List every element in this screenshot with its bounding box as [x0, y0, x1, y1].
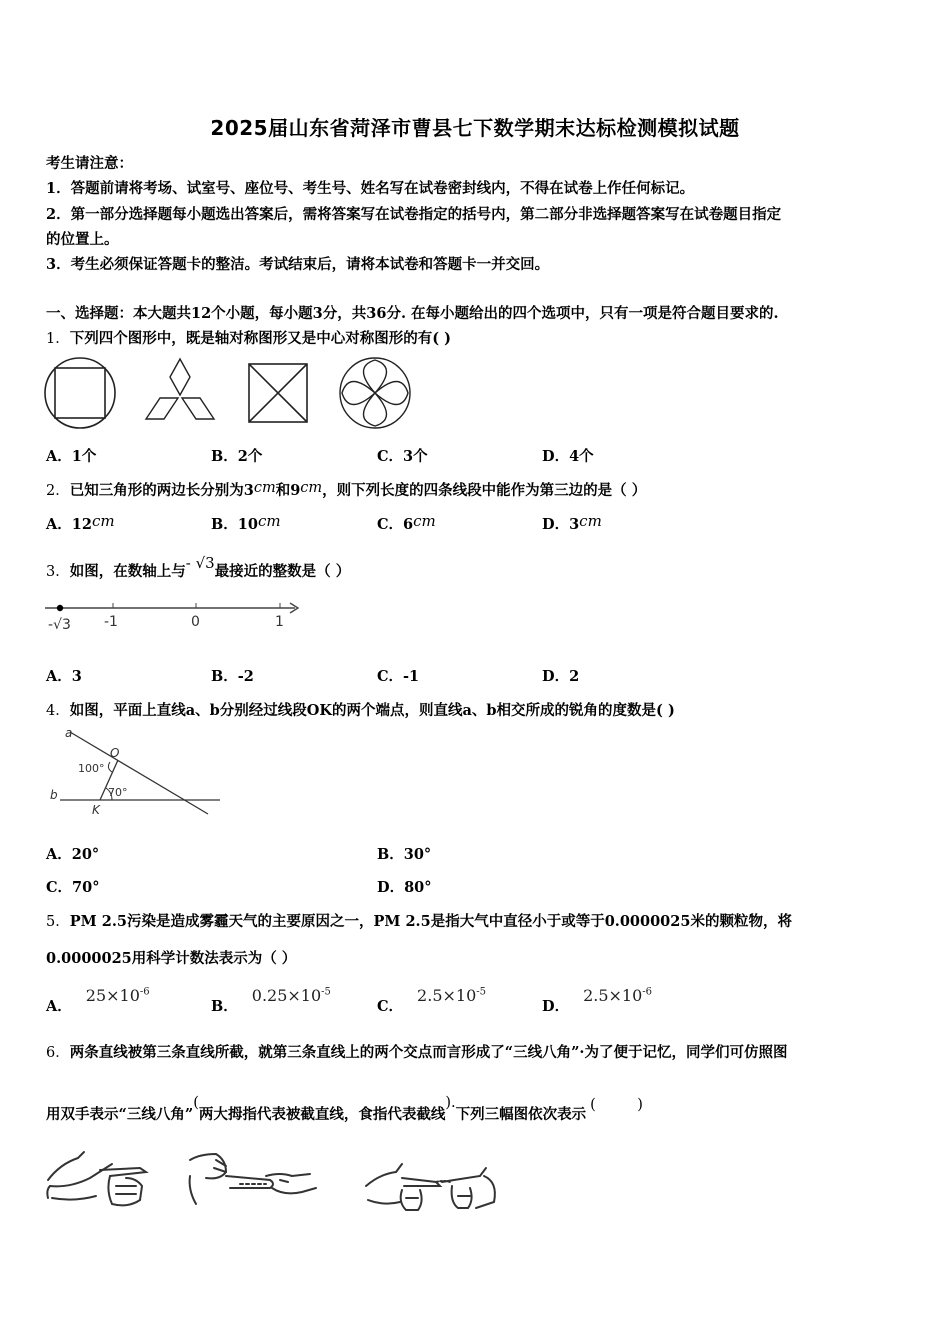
unit-cm: cm: [91, 512, 115, 530]
hands-figure-2: [190, 1154, 316, 1204]
question-number: 2．: [46, 483, 70, 499]
hands-figure-3: [366, 1164, 495, 1210]
q5-option-c[interactable]: [377, 986, 487, 1016]
question-text: 和9: [275, 482, 301, 499]
q5-option-d[interactable]: [542, 986, 653, 1016]
question-number: 3．: [46, 564, 70, 580]
q4-figure: [40, 722, 230, 822]
angle-arc-o: [108, 762, 112, 772]
notice-item-1: 1．答题前请将考场、试室号、座位号、考生号、姓名写在试卷密封线内，不得在试卷上作任何标记。: [46, 180, 695, 197]
q1-option-b[interactable]: B．2个: [211, 448, 263, 465]
q4-option-c[interactable]: C．70°: [46, 879, 100, 896]
q2-option-c[interactable]: [377, 513, 436, 534]
unit-cm: cm: [413, 512, 436, 530]
q5-option-a[interactable]: [46, 986, 150, 1016]
sci-notation: $0.25\times 10^{-5}$: [251, 986, 331, 1005]
question-text: 如图，平面上直线a、b分别经过线段OK的两个端点，则直线a、b相交所成的锐角的度数是( ): [69, 702, 675, 719]
number-line: [40, 596, 310, 638]
notice-item-2: 2．第一部分选择题每小题选出答案后，需将答案写在试卷指定的括号内，第二部分非选择题答案写在试卷题目指定: [46, 206, 782, 223]
label-b: b: [50, 788, 58, 802]
question-text: 下列三幅图依次表示: [455, 1106, 587, 1123]
question-1: [46, 327, 451, 348]
question-6-cont: 用双手表示“三线八角”(两大拇指代表被截直线，食指代表截线).下列三幅图依次表示( ): [46, 1095, 643, 1123]
sci-notation: $25\times 10^{-6}$: [85, 986, 150, 1005]
option-label: C．: [377, 998, 404, 1015]
notice-item-3: 3．考生必须保证答题卡的整洁。考试结束后，请将本试卷和答题卡一并交回。: [46, 256, 550, 273]
q2-option-d[interactable]: [542, 513, 602, 534]
sci-notation: $2.5\times 10^{-6}$: [583, 986, 653, 1005]
question-text: 已知三角形的两边长分别为3: [69, 482, 254, 499]
question-number: 1．: [46, 331, 70, 347]
q2-option-a[interactable]: [46, 513, 115, 534]
q2-option-b[interactable]: [211, 513, 281, 534]
point-neg-sqrt3: [57, 605, 63, 611]
q4-option-a[interactable]: A．20°: [46, 846, 100, 863]
q3-option-a[interactable]: A．3: [46, 668, 82, 685]
question-text: 最接近的整数是（ ）: [214, 563, 351, 580]
three-rhombus-figure: [146, 359, 214, 419]
circle-petals-figure: [340, 358, 410, 428]
question-text: ，则下列长度的四条线段中能作为第三边的是（ ）: [322, 482, 647, 499]
sci-notation: $2.5\times 10^{-5}$: [417, 986, 487, 1005]
question-4: [46, 699, 675, 720]
question-text: 下列四个图形中，既是轴对称图形又是中心对称图形的有( ): [69, 330, 452, 347]
option-label: B．10: [211, 516, 258, 533]
question-text: 如图，在数轴上与: [69, 563, 186, 580]
hands-figure-1: [47, 1152, 146, 1205]
notice-item-2-cont: 的位置上。: [46, 231, 119, 248]
question-5-cont: 0.0000025用科学计数法表示为（ ）: [46, 950, 297, 967]
option-label: C．6: [377, 516, 414, 533]
q1-option-a[interactable]: A．1个: [46, 448, 97, 465]
question-text: 两条直线被第三条直线所截，就第三条直线上的两个交点而言形成了“三线八角”·为了便于记忆，同学们可仿照图: [69, 1044, 788, 1061]
notice-heading: 考生请注意：: [46, 155, 133, 172]
question-2: [46, 479, 646, 500]
label-0: 0: [191, 614, 200, 630]
square-diagonals-figure: [249, 364, 307, 422]
label-o: O: [110, 746, 120, 760]
q1-option-c[interactable]: C．3个: [377, 448, 428, 465]
q3-option-b[interactable]: B．-2: [211, 668, 254, 685]
question-text: 用双手表示“三线八角”: [46, 1106, 194, 1123]
question-5: [46, 910, 792, 931]
label-angle-70: 70°: [108, 786, 128, 799]
unit-cm: cm: [300, 480, 323, 496]
question-3: [46, 554, 351, 581]
label-angle-100: 100°: [78, 762, 105, 775]
question-number: 6．: [46, 1045, 70, 1061]
q4-option-d[interactable]: D．80°: [377, 879, 432, 896]
page-title: 2025届山东省菏泽市曹县七下数学期末达标检测模拟试题: [210, 116, 740, 140]
label-neg1: -1: [104, 614, 118, 630]
question-number: 5．: [46, 914, 70, 930]
q1-option-d[interactable]: D．4个: [542, 448, 594, 465]
q3-option-c[interactable]: C．-1: [377, 668, 420, 685]
q1-figures: [40, 355, 420, 435]
section-heading: 一、选择题：本大题共12个小题，每小题3分，共36分. 在每小题给出的四个选项中，只有一项是符合题目要求的.: [46, 305, 779, 322]
unit-cm: cm: [257, 512, 281, 530]
circle-square-figure: [45, 358, 115, 428]
question-text: 两大拇指代表被截直线，食指代表截线: [198, 1106, 446, 1123]
option-label: A．12: [46, 516, 92, 533]
q3-option-d[interactable]: D．2: [542, 668, 580, 685]
q5-option-b[interactable]: [211, 986, 331, 1016]
option-label: D．: [542, 998, 570, 1015]
question-number: 4．: [46, 703, 70, 719]
label-neg-sqrt3: -√3: [48, 617, 71, 633]
q6-hands-figures: [40, 1146, 510, 1221]
option-label: D．3: [542, 516, 580, 533]
unit-cm: cm: [579, 512, 602, 530]
question-text: PM 2.5污染是造成雾霾天气的主要原因之一，PM 2.5是指大气中直径小于或等于0.0000025米的颗粒物，将: [69, 913, 792, 930]
q4-option-b[interactable]: B．30°: [377, 846, 432, 863]
question-6: [46, 1041, 787, 1062]
option-label: A．: [46, 998, 72, 1015]
unit-cm: cm: [253, 480, 276, 496]
neg-sqrt3: - √3: [185, 554, 215, 572]
option-label: B．: [211, 998, 238, 1015]
label-1: 1: [275, 614, 284, 630]
label-k: K: [92, 803, 100, 817]
label-a: a: [65, 726, 73, 740]
